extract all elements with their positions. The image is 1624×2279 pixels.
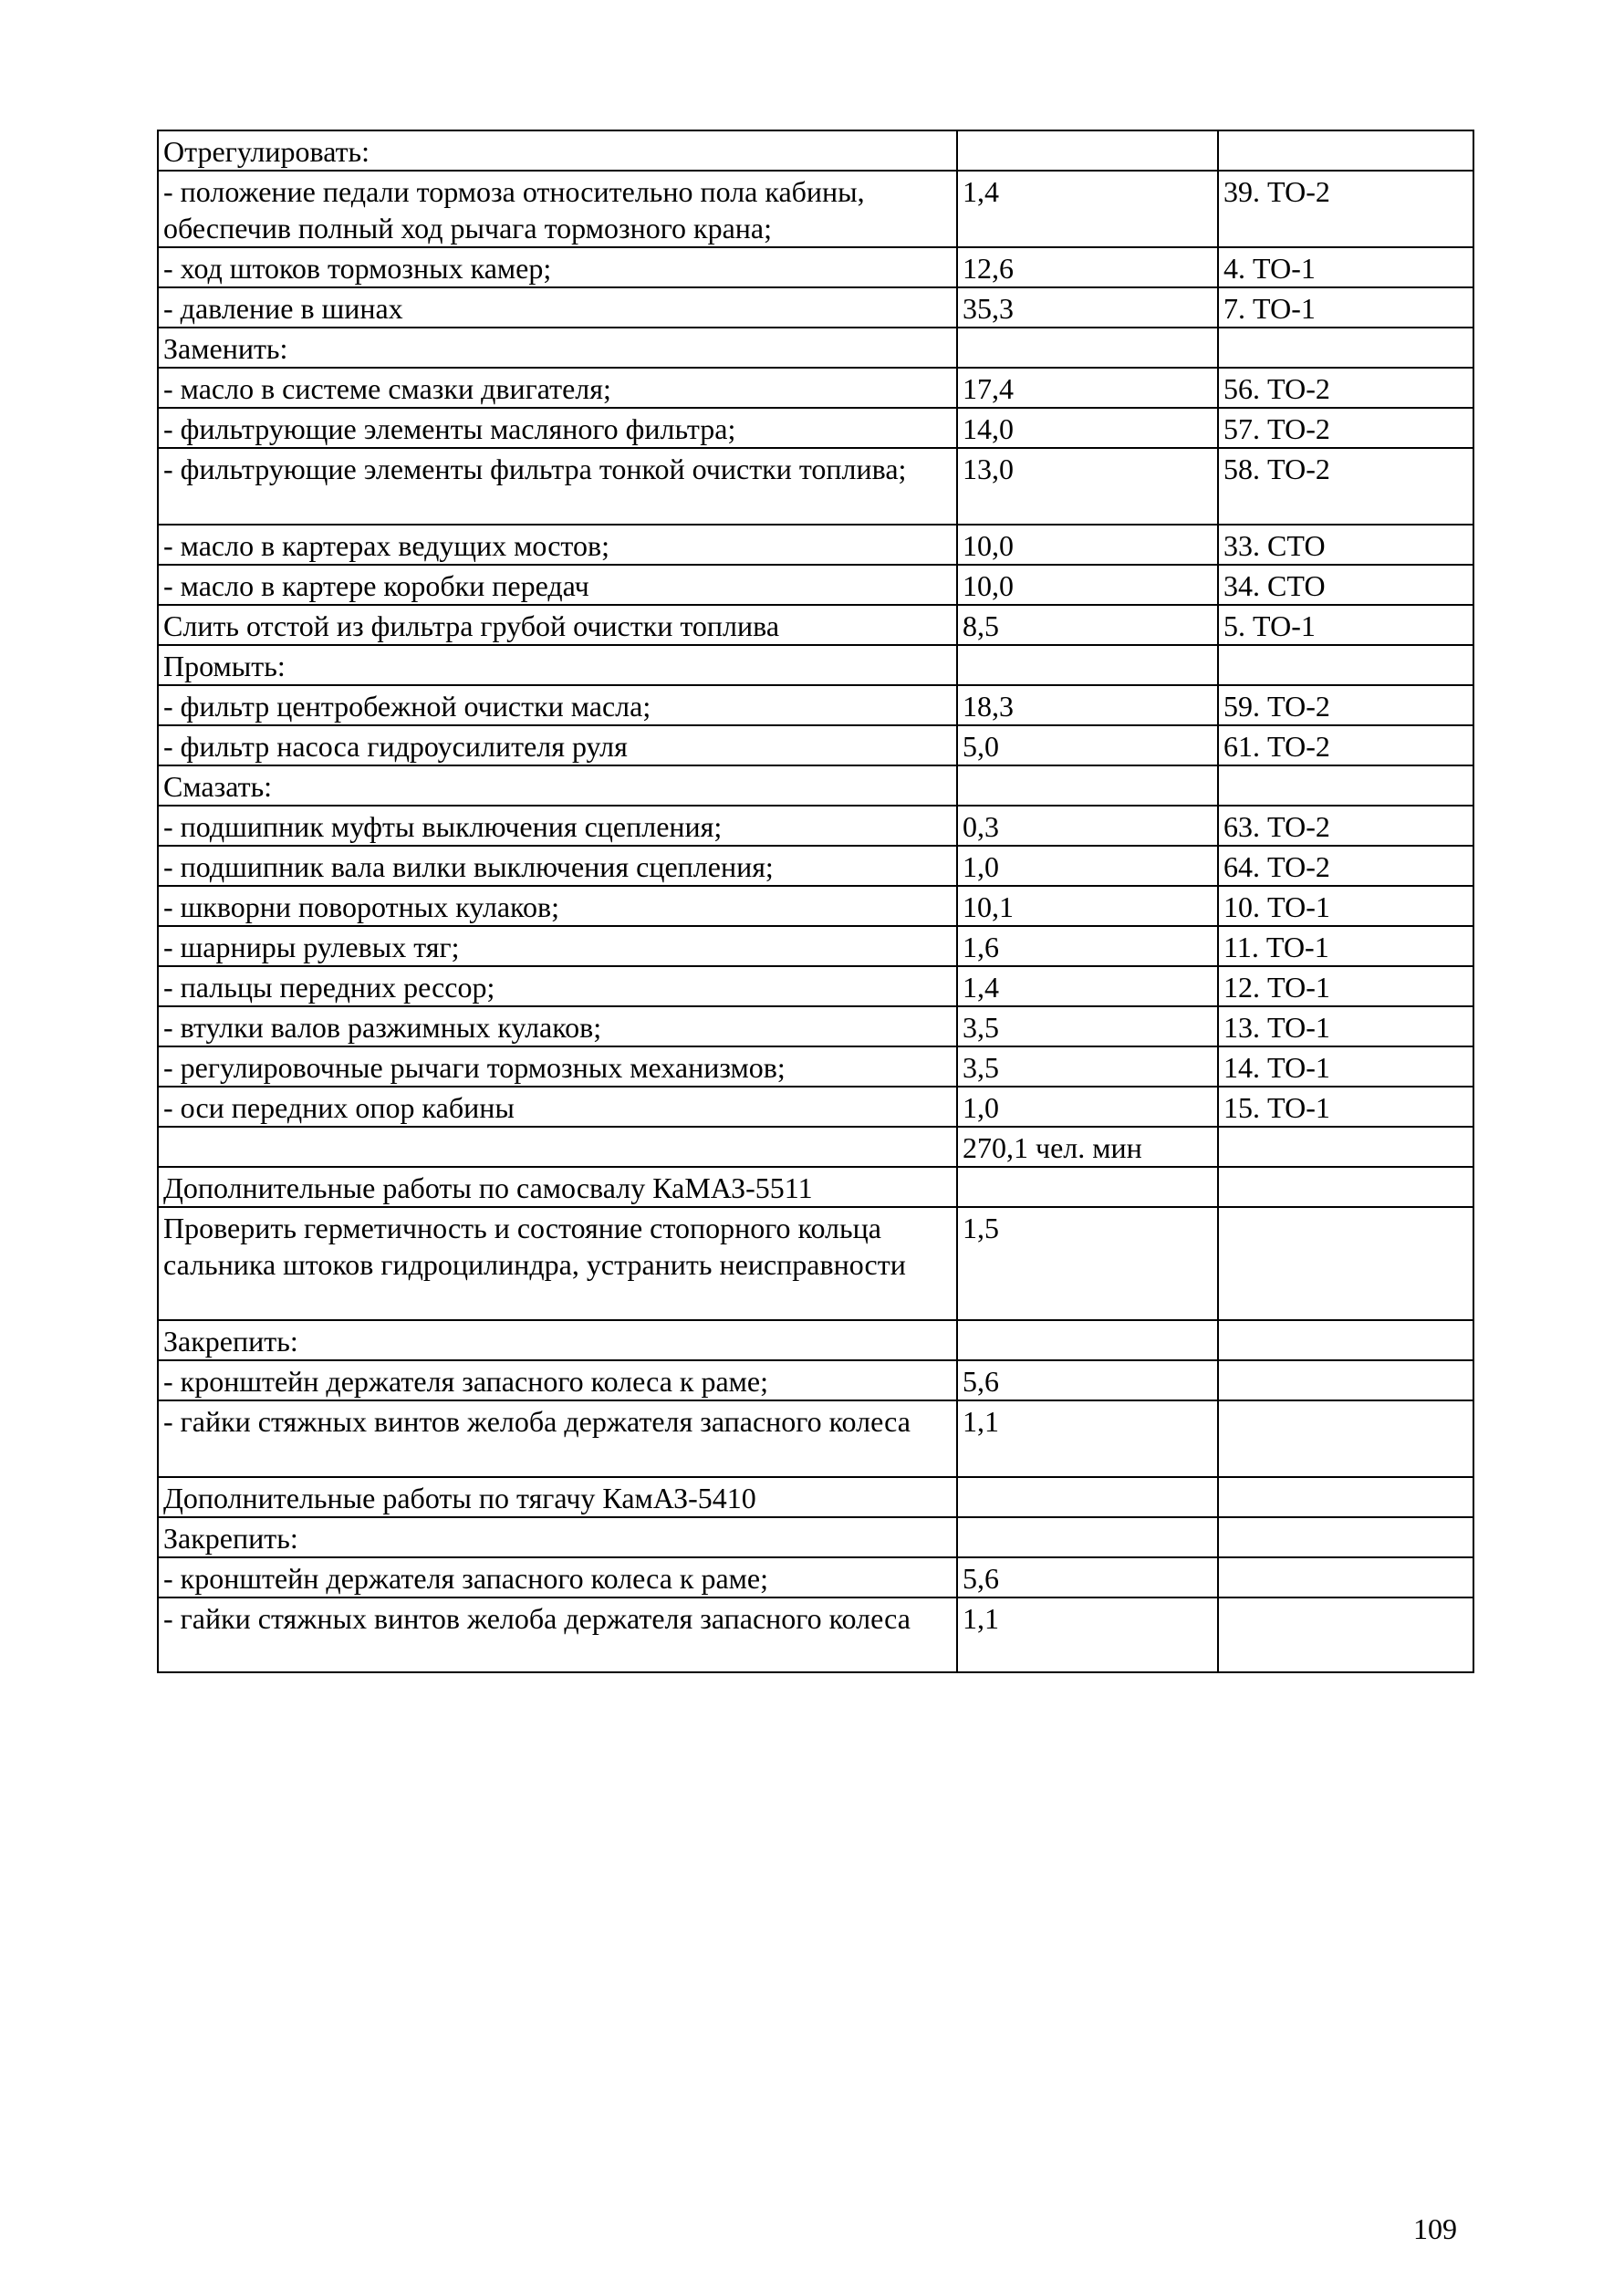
reference-cell: 13. ТО-1 bbox=[1218, 1006, 1473, 1046]
table-row bbox=[158, 328, 1473, 368]
labor-time-cell: 3,5 bbox=[957, 1046, 1218, 1087]
labor-time-cell bbox=[957, 1477, 1218, 1517]
reference-cell bbox=[1218, 1127, 1473, 1167]
table-row bbox=[158, 287, 1473, 328]
operation-cell: - оси передних опор кабины bbox=[158, 1087, 957, 1127]
operation-cell: - гайки стяжных винтов желоба держателя запасного колеса bbox=[158, 1400, 957, 1477]
reference-cell bbox=[1218, 645, 1473, 685]
operation-cell: Дополнительные работы по тягачу КамАЗ-5410 bbox=[158, 1477, 957, 1517]
reference-cell: 56. ТО-2 bbox=[1218, 368, 1473, 408]
operation-cell: - втулки валов разжимных кулаков; bbox=[158, 1006, 957, 1046]
labor-time-cell: 5,0 bbox=[957, 725, 1218, 765]
table-row bbox=[158, 525, 1473, 565]
table-row bbox=[158, 1127, 1473, 1167]
table-row bbox=[158, 605, 1473, 645]
operation-cell: - давление в шинах bbox=[158, 287, 957, 328]
operation-cell: - фильтрующие элементы масляного фильтра; bbox=[158, 408, 957, 448]
operation-cell: - шарниры рулевых тяг; bbox=[158, 926, 957, 966]
labor-time-cell: 35,3 bbox=[957, 287, 1218, 328]
labor-time-cell: 0,3 bbox=[957, 806, 1218, 846]
operation-cell: Слить отстой из фильтра грубой очистки топлива bbox=[158, 605, 957, 645]
reference-cell bbox=[1218, 1320, 1473, 1360]
labor-time-cell bbox=[957, 328, 1218, 368]
labor-time-cell bbox=[957, 1517, 1218, 1557]
table-row bbox=[158, 368, 1473, 408]
reference-cell bbox=[1218, 130, 1473, 171]
labor-time-cell: 1,4 bbox=[957, 966, 1218, 1006]
labor-time-cell: 10,0 bbox=[957, 525, 1218, 565]
operation-cell: - подшипник муфты выключения сцепления; bbox=[158, 806, 957, 846]
table-row bbox=[158, 645, 1473, 685]
table-row bbox=[158, 1557, 1473, 1597]
reference-cell bbox=[1218, 765, 1473, 806]
operation-cell: - кронштейн держателя запасного колеса к раме; bbox=[158, 1360, 957, 1400]
reference-cell: 64. ТО-2 bbox=[1218, 846, 1473, 886]
reference-cell: 59. ТО-2 bbox=[1218, 685, 1473, 725]
table-row bbox=[158, 408, 1473, 448]
table-row bbox=[158, 846, 1473, 886]
reference-cell bbox=[1218, 1207, 1473, 1320]
table-row bbox=[158, 1360, 1473, 1400]
labor-time-cell: 270,1 чел. мин bbox=[957, 1127, 1218, 1167]
table-row bbox=[158, 565, 1473, 605]
labor-time-cell: 1,0 bbox=[957, 1087, 1218, 1127]
operation-cell: - фильтр насоса гидроусилителя руля bbox=[158, 725, 957, 765]
table-row bbox=[158, 1087, 1473, 1127]
operation-cell: - масло в картере коробки передач bbox=[158, 565, 957, 605]
labor-time-cell bbox=[957, 1320, 1218, 1360]
reference-cell: 10. ТО-1 bbox=[1218, 886, 1473, 926]
table-row bbox=[158, 171, 1473, 247]
operation-cell: - шкворни поворотных кулаков; bbox=[158, 886, 957, 926]
operation-cell: - подшипник вала вилки выключения сцепления; bbox=[158, 846, 957, 886]
operation-cell: - масло в системе смазки двигателя; bbox=[158, 368, 957, 408]
operation-cell: - фильтр центробежной очистки масла; bbox=[158, 685, 957, 725]
labor-time-cell: 13,0 bbox=[957, 448, 1218, 525]
table-row bbox=[158, 1207, 1473, 1320]
labor-time-cell: 10,0 bbox=[957, 565, 1218, 605]
labor-time-cell: 5,6 bbox=[957, 1360, 1218, 1400]
table-row bbox=[158, 130, 1473, 171]
reference-cell: 58. ТО-2 bbox=[1218, 448, 1473, 525]
labor-time-cell: 5,6 bbox=[957, 1557, 1218, 1597]
table-row bbox=[158, 1400, 1473, 1477]
reference-cell bbox=[1218, 1400, 1473, 1477]
table-row bbox=[158, 1477, 1473, 1517]
labor-time-cell: 8,5 bbox=[957, 605, 1218, 645]
operation-cell: Дополнительные работы по самосвалу КаМАЗ-5511 bbox=[158, 1167, 957, 1207]
operation-cell: - кронштейн держателя запасного колеса к раме; bbox=[158, 1557, 957, 1597]
reference-cell: 7. ТО-1 bbox=[1218, 287, 1473, 328]
operation-cell: - фильтрующие элементы фильтра тонкой очистки топлива; bbox=[158, 448, 957, 525]
maintenance-table bbox=[157, 130, 1474, 1673]
reference-cell: 12. ТО-1 bbox=[1218, 966, 1473, 1006]
operation-cell: - положение педали тормоза относительно пола кабины, обеспечив полный ход рычага тормозного крана; bbox=[158, 171, 957, 247]
table-row bbox=[158, 1517, 1473, 1557]
operation-cell: - пальцы передних рессор; bbox=[158, 966, 957, 1006]
operation-cell: - регулировочные рычаги тормозных механизмов; bbox=[158, 1046, 957, 1087]
reference-cell: 63. ТО-2 bbox=[1218, 806, 1473, 846]
labor-time-cell: 1,0 bbox=[957, 846, 1218, 886]
table-row bbox=[158, 448, 1473, 525]
reference-cell bbox=[1218, 1517, 1473, 1557]
reference-cell bbox=[1218, 1557, 1473, 1597]
operation-cell: - масло в картерах ведущих мостов; bbox=[158, 525, 957, 565]
labor-time-cell bbox=[957, 765, 1218, 806]
reference-cell bbox=[1218, 1167, 1473, 1207]
reference-cell: 61. ТО-2 bbox=[1218, 725, 1473, 765]
table-row bbox=[158, 685, 1473, 725]
table-row bbox=[158, 725, 1473, 765]
table-row bbox=[158, 1597, 1473, 1672]
reference-cell bbox=[1218, 1477, 1473, 1517]
reference-cell: 4. ТО-1 bbox=[1218, 247, 1473, 287]
reference-cell: 39. ТО-2 bbox=[1218, 171, 1473, 247]
operation-cell: - гайки стяжных винтов желоба держателя запасного колеса bbox=[158, 1597, 957, 1672]
table-row bbox=[158, 926, 1473, 966]
table-row bbox=[158, 886, 1473, 926]
page-number: 109 bbox=[1413, 2212, 1457, 2245]
operation-cell: Заменить: bbox=[158, 328, 957, 368]
labor-time-cell bbox=[957, 1167, 1218, 1207]
labor-time-cell bbox=[957, 130, 1218, 171]
table-body bbox=[158, 130, 1473, 1672]
table-row bbox=[158, 1006, 1473, 1046]
labor-time-cell: 1,1 bbox=[957, 1597, 1218, 1672]
labor-time-cell: 12,6 bbox=[957, 247, 1218, 287]
table-row bbox=[158, 1167, 1473, 1207]
table-row bbox=[158, 765, 1473, 806]
table-row bbox=[158, 806, 1473, 846]
labor-time-cell: 1,1 bbox=[957, 1400, 1218, 1477]
labor-time-cell: 18,3 bbox=[957, 685, 1218, 725]
labor-time-cell bbox=[957, 645, 1218, 685]
operation-cell: - ход штоков тормозных камер; bbox=[158, 247, 957, 287]
reference-cell: 5. ТО-1 bbox=[1218, 605, 1473, 645]
labor-time-cell: 1,6 bbox=[957, 926, 1218, 966]
table-row bbox=[158, 247, 1473, 287]
labor-time-cell: 10,1 bbox=[957, 886, 1218, 926]
reference-cell bbox=[1218, 1360, 1473, 1400]
reference-cell: 34. СТО bbox=[1218, 565, 1473, 605]
labor-time-cell: 1,4 bbox=[957, 171, 1218, 247]
operation-cell bbox=[158, 1127, 957, 1167]
reference-cell: 14. ТО-1 bbox=[1218, 1046, 1473, 1087]
labor-time-cell: 1,5 bbox=[957, 1207, 1218, 1320]
reference-cell bbox=[1218, 1597, 1473, 1672]
operation-cell: Закрепить: bbox=[158, 1320, 957, 1360]
table-row bbox=[158, 966, 1473, 1006]
reference-cell: 11. ТО-1 bbox=[1218, 926, 1473, 966]
table-row bbox=[158, 1320, 1473, 1360]
operation-cell: Проверить герметичность и состояние стопорного кольца сальника штоков гидроцилиндра, устранить неисправности bbox=[158, 1207, 957, 1320]
reference-cell: 57. ТО-2 bbox=[1218, 408, 1473, 448]
labor-time-cell: 17,4 bbox=[957, 368, 1218, 408]
labor-time-cell: 3,5 bbox=[957, 1006, 1218, 1046]
reference-cell: 15. ТО-1 bbox=[1218, 1087, 1473, 1127]
operation-cell: Смазать: bbox=[158, 765, 957, 806]
operation-cell: Промыть: bbox=[158, 645, 957, 685]
reference-cell: 33. СТО bbox=[1218, 525, 1473, 565]
operation-cell: Отрегулировать: bbox=[158, 130, 957, 171]
reference-cell bbox=[1218, 328, 1473, 368]
labor-time-cell: 14,0 bbox=[957, 408, 1218, 448]
operation-cell: Закрепить: bbox=[158, 1517, 957, 1557]
table-row bbox=[158, 1046, 1473, 1087]
